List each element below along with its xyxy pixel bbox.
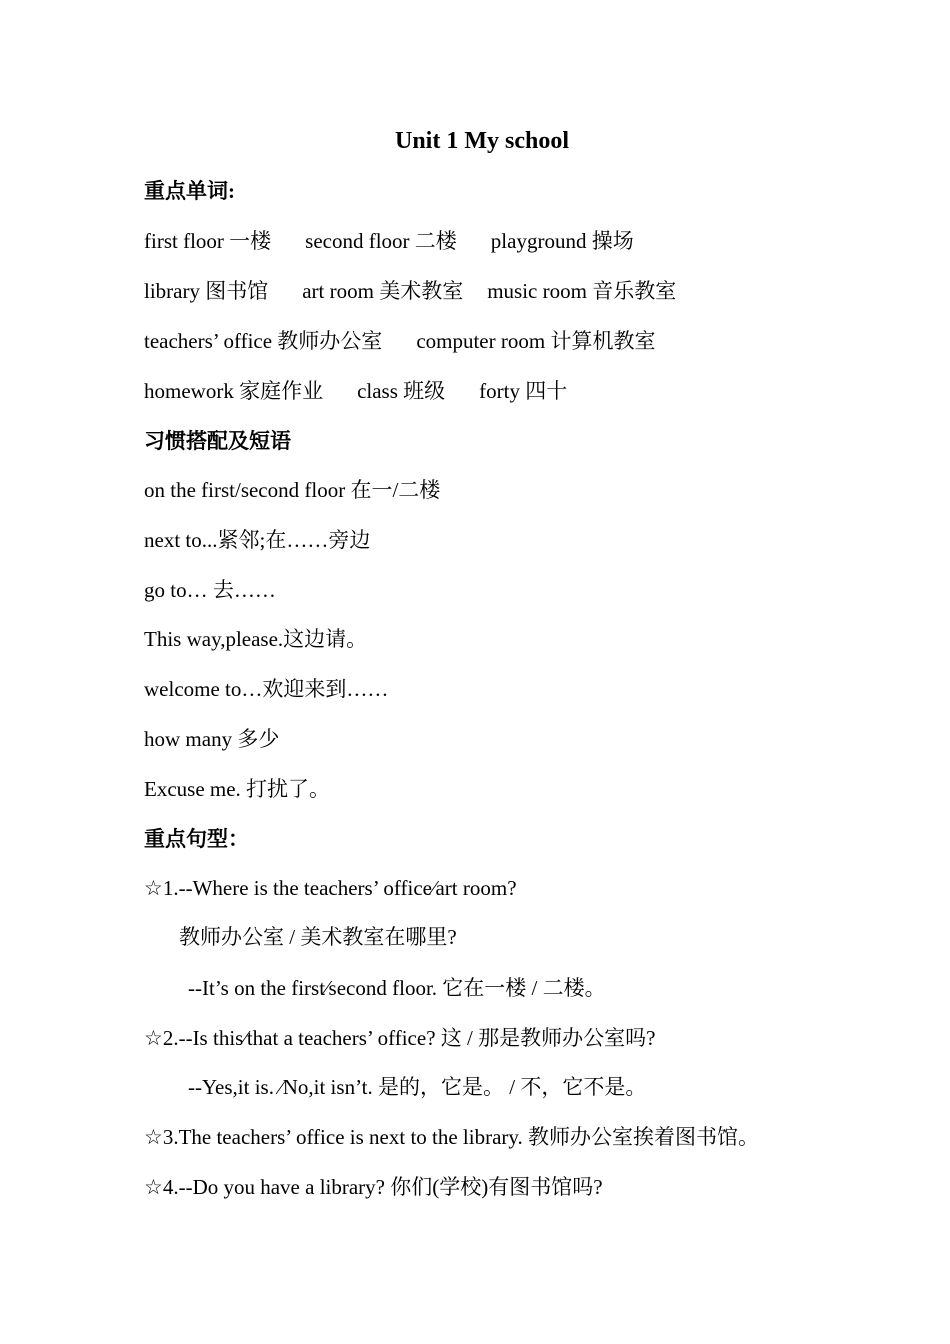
- vocab-item: computer room 计算机教室: [416, 329, 656, 353]
- vocab-row-2: [144, 276, 676, 306]
- vocab-item: first floor 一楼: [144, 229, 272, 253]
- vocab-item: library 图书馆: [144, 279, 269, 303]
- sentence-answer: --Yes,it is. ⁄No,it isn’t. 是的，它是。 / 不，它不是。: [188, 1075, 647, 1099]
- page-title: Unit 1 My school: [395, 128, 569, 154]
- vocab-item: class 班级: [357, 379, 446, 403]
- vocab-item: second floor 二楼: [305, 229, 457, 253]
- vocab-item: homework 家庭作业: [144, 379, 324, 403]
- phrase-line: This way,please.这边请。: [144, 627, 368, 651]
- sentence-line: ☆3.The teachers’ office is next to the library. 教师办公室挨着图书馆。: [144, 1125, 760, 1149]
- phrase-line: Excuse me. 打扰了。: [144, 777, 331, 801]
- vocab-row-4: [144, 376, 567, 406]
- sentence-line: ☆1.--Where is the teachers’ office⁄art room?: [144, 876, 517, 900]
- vocab-item: playground 操场: [490, 229, 634, 253]
- phrases-heading: 习惯搭配及短语: [144, 429, 291, 453]
- vocab-row-3: [144, 326, 655, 356]
- phrase-line: on the first/second floor 在一/二楼: [144, 478, 441, 502]
- phrase-line: go to… 去……: [144, 578, 276, 602]
- phrase-line: welcome to…欢迎来到……: [144, 677, 389, 701]
- vocab-row-1: [144, 226, 634, 256]
- phrase-line: how many 多少: [144, 727, 280, 751]
- vocab-heading: 重点单词:: [144, 179, 235, 203]
- phrase-line: next to...紧邻;在……旁边: [144, 528, 371, 552]
- vocab-item: music room 音乐教室: [487, 279, 677, 303]
- sentences-heading: 重点句型：: [144, 827, 249, 851]
- vocab-item: forty 四十: [479, 379, 568, 403]
- sentence-translation: 教师办公室 / 美术教室在哪里?: [179, 925, 457, 949]
- vocab-item: art room 美术教室: [302, 279, 464, 303]
- sentence-line: ☆2.--Is this⁄that a teachers’ office? 这 / 那是教师办公室吗?: [144, 1026, 656, 1050]
- sentence-answer: --It’s on the first⁄second floor. 它在一楼 / 二楼。: [188, 976, 606, 1000]
- sentence-line: ☆4.--Do you have a library? 你们(学校)有图书馆吗?: [144, 1175, 603, 1199]
- vocab-item: teachers’ office 教师办公室: [144, 329, 383, 353]
